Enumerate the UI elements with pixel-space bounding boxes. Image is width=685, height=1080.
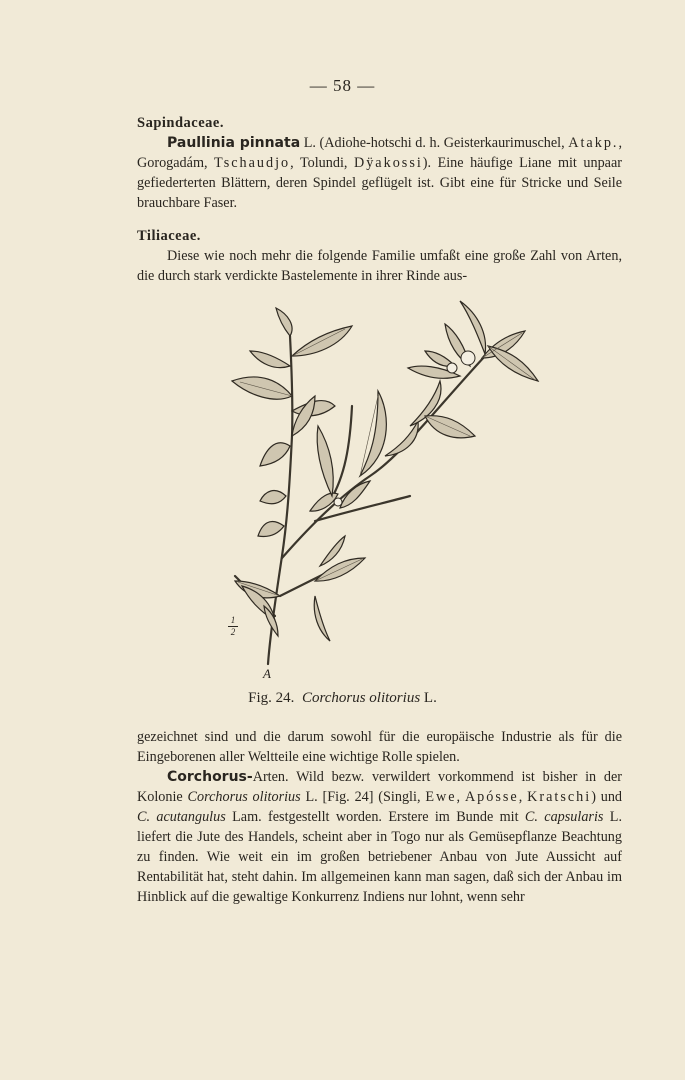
genus-corchorus: Corchorus- <box>167 769 253 785</box>
section-continuation <box>137 727 622 907</box>
scale-numerator: 1 <box>230 615 236 625</box>
text-spaced: Kratschi <box>527 789 592 805</box>
text-run: , <box>518 789 528 805</box>
text-run: Lam. festgestellt worden. Erstere im Bunde mit <box>225 809 525 825</box>
heading-sapindaceae: Sapindaceae. <box>137 115 224 131</box>
text-run: , Gorogadám, <box>137 135 623 171</box>
text-run: Arten. Wild bezw. verwildert vorkommend ist bisher in der Kolonie <box>137 769 622 805</box>
text-spaced: Apósse <box>464 789 519 805</box>
corchorus-drawing <box>220 296 550 676</box>
text-spaced: Dÿakossi <box>353 155 423 171</box>
paragraph-paullinia <box>137 133 622 213</box>
caption-suffix: L. <box>420 690 437 706</box>
paragraph-continuation: gezeichnet sind und die darum sowohl für die europäische Industrie als für die Eingeborenen aller Weltteile eine wichtige Rolle spielen. <box>137 729 622 765</box>
section-sapindaceae <box>137 113 622 213</box>
text-spaced: Ewe <box>425 789 457 805</box>
section-tiliaceae <box>137 226 622 286</box>
scale-fraction <box>228 616 238 637</box>
paragraph-corchorus <box>137 767 622 907</box>
species-name: C. acutangulus <box>137 809 226 825</box>
caption-species: Corchorus olitorius <box>301 690 421 706</box>
species-name: C. capsularis <box>524 809 604 825</box>
heading-tiliaceae: Tiliaceae. <box>137 228 201 244</box>
genus-paullinia: Paullinia pinnata <box>167 135 301 151</box>
text-spaced: Tschaudjo <box>214 155 291 171</box>
caption-prefix: Fig. 24. <box>248 690 295 706</box>
text-run: L. [Fig. 24] (Singli, <box>300 789 426 805</box>
text-run: ). Eine häufige Liane mit unpaar gefiederterten Blättern, deren Spindel geflügelt ist. Gibt eine für Stricke und Seile brauchbare Faser. <box>137 155 622 211</box>
page-number: — 58 — <box>309 76 376 95</box>
figure-caption <box>0 690 685 707</box>
text-run: L. (Adiohe-hotschi d. h. Geisterkaurimuschel, <box>300 135 569 151</box>
text-run: L. liefert die Jute des Handels, scheint aber in Togo nur als Gemüsepflanze Beachtung zu finden. Wie weit ein im großen betriebener Anbau von Jute Aussicht auf Rentabilität hat, steht dahin. Im allgemeinen kann man sagen, daß sich der Anbau im Hinblick auf die gewaltige Konkurrenz Indiens nur lohnt, wenn sehr <box>137 809 622 905</box>
text-run: , <box>456 789 465 805</box>
text-spaced: Atakp. <box>568 135 619 151</box>
scale-denominator: 2 <box>230 627 236 637</box>
paragraph-tiliaceae-intro: Diese wie noch mehr die folgende Familie umfaßt eine große Zahl von Arten, die durch stark verdickte Bastelemente in ihrer Rinde aus- <box>137 248 622 284</box>
text-run: ) und <box>591 789 623 805</box>
text-run: , Tolundi, <box>290 155 354 171</box>
plant-illustration <box>220 296 550 676</box>
figure-label-a: A <box>263 666 271 681</box>
species-name: Corchorus olitorius <box>187 789 301 805</box>
